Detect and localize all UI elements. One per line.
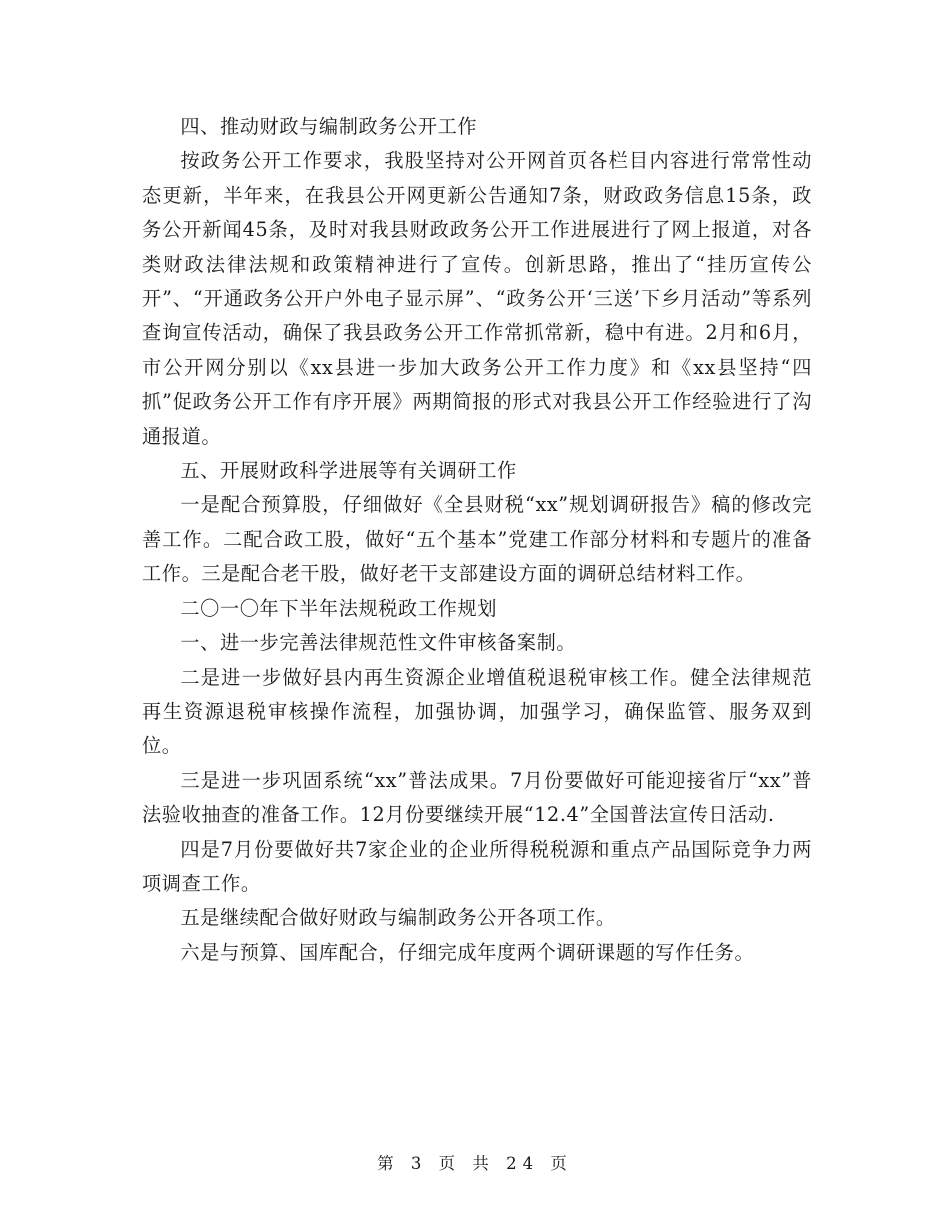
plan-item-three: 三是进一步巩固系统“xx”普法成果。7月份要做好可能迎接省厅“xx”普法验收抽查的准备工作。12月份要继续开展“12.4”全国普法宣传日活动. bbox=[142, 768, 812, 827]
paragraph-government-affairs: 按政务公开工作要求，我股坚持对公开网首页各栏目内容进行常常性动态更新，半年来，在我县公开网更新公告通知7条，财政政务信息15条，政务公开新闻45条，及时对我县财政政务公开工作进展进行了网上报道，对各类财政法律法规和政策精神进行了宣传。创新思路，推出了“挂历宣传公开”、“开通政务公开户外电子显示屏”、“政务公开‘三送’下乡月活动”等系列查询宣传活动，确保了我县政务公开工作常抓常新，稳中有进。2月和6月，市公开网分别以《xx县进一步加大政务公开工作力度》和《xx县坚持“四抓”促政务公开工作有序开展》两期简报的形式对我县公开工作经验进行了沟通报道。 bbox=[142, 149, 812, 448]
plan-item-two: 二是进一步做好县内再生资源企业增值税退税审核工作。健全法律规范再生资源退税审核操作流程，加强协调，加强学习，确保监管、服务双到位。 bbox=[142, 665, 812, 758]
plan-item-six: 六是与预算、国库配合，仔细完成年度两个调研课题的写作任务。 bbox=[180, 940, 755, 964]
heading-section-four: 四、推动财政与编制政务公开工作 bbox=[180, 115, 478, 138]
heading-second-half-plan: 二〇一〇年下半年法规税政工作规划 bbox=[180, 596, 497, 620]
paragraph-research-work: 一是配合预算股，仔细做好《全县财税“xx”规划调研报告》稿的修改完善工作。二配合政工股，做好“五个基本”党建工作部分材料和专题片的准备工作。三是配合老干股，做好老干支部建设方面的调研总结材料工作。 bbox=[142, 493, 812, 586]
heading-section-five: 五、开展财政科学进展等有关调研工作 bbox=[180, 459, 517, 483]
document-body bbox=[142, 110, 812, 970]
plan-item-five: 五是继续配合做好财政与编制政务公开各项工作。 bbox=[180, 906, 616, 930]
page-number-footer: 第 3 页 共 24 页 bbox=[377, 1154, 573, 1173]
plan-item-one: 一、进一步完善法律规范性文件审核备案制。 bbox=[180, 631, 577, 655]
plan-item-four: 四是7月份要做好共7家企业的企业所得税税源和重点产品国际竞争力两项调查工作。 bbox=[142, 837, 812, 895]
